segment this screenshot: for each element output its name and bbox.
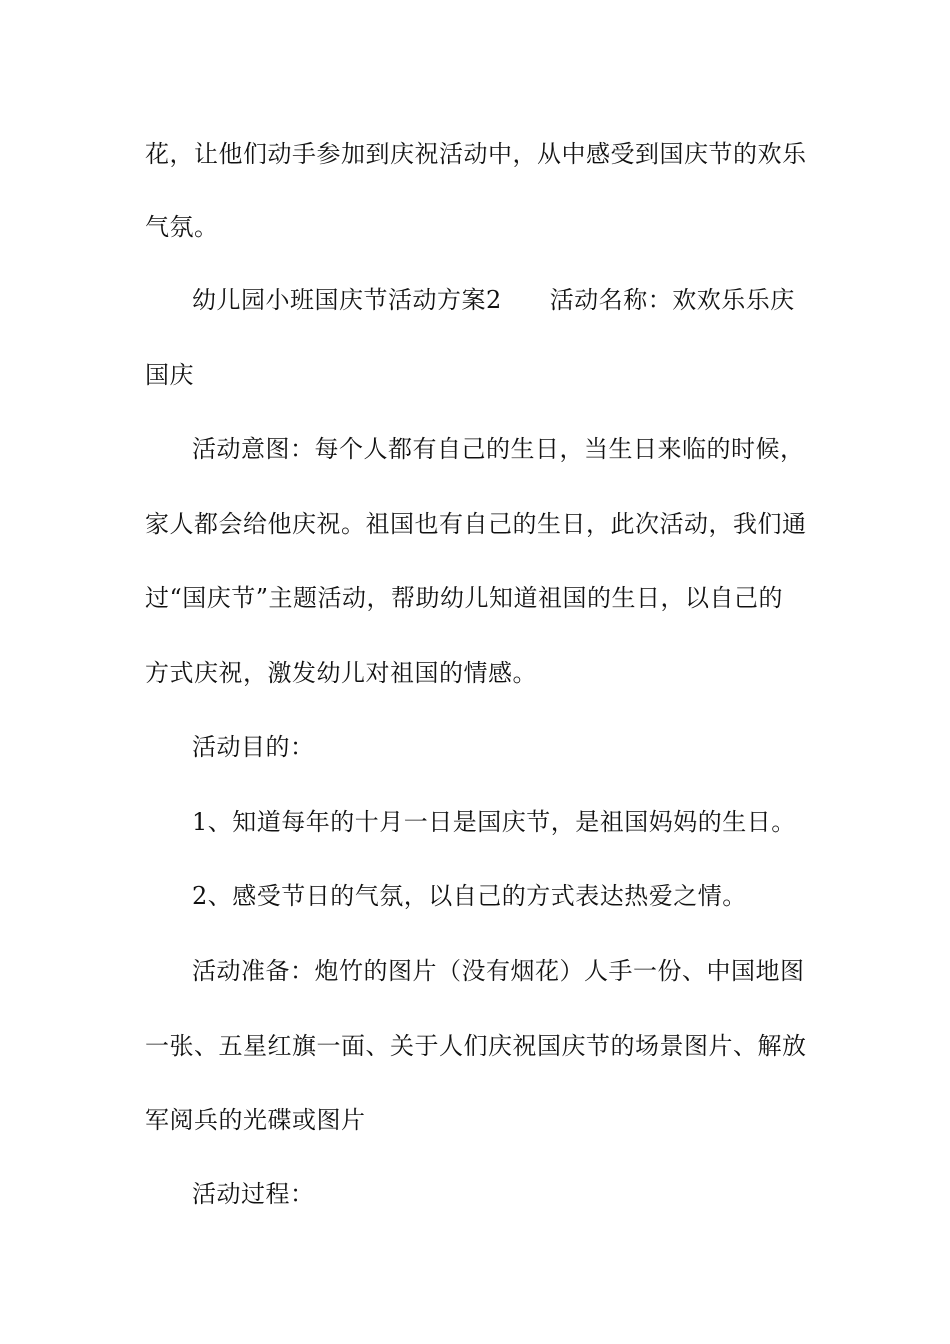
list-item: 1、知道每年的十月一日是国庆节，是祖国妈妈的生日。 <box>192 808 796 836</box>
paragraph-line: 国庆 <box>145 361 194 389</box>
section-label: 活动过程： <box>192 1180 315 1208</box>
section-heading <box>192 285 857 315</box>
heading-title: 幼儿园小班国庆节活动方案2 <box>192 286 502 314</box>
paragraph-line: 活动意图：每个人都有自己的生日，当生日来临的时候， <box>192 435 805 463</box>
list-item: 2、感受节日的气氛，以自己的方式表达热爱之情。 <box>192 882 747 910</box>
paragraph-line: 花，让他们动手参加到庆祝活动中，从中感受到国庆节的欢乐 <box>145 140 807 168</box>
paragraph-line: 活动准备：炮竹的图片（没有烟花）人手一份、中国地图 <box>192 957 805 985</box>
paragraph-line: 方式庆祝，激发幼儿对祖国的情感。 <box>145 659 537 687</box>
heading-subtitle: 活动名称：欢欢乐乐庆 <box>549 286 795 314</box>
paragraph-line: 过“国庆节”主题活动，帮助幼儿知道祖国的生日，以自己的 <box>145 584 784 612</box>
section-label: 活动目的： <box>192 733 315 761</box>
paragraph-line: 一张、五星红旗一面、关于人们庆祝国庆节的场景图片、解放 <box>145 1032 807 1060</box>
paragraph-line: 家人都会给他庆祝。祖国也有自己的生日，此次活动，我们通 <box>145 510 807 538</box>
paragraph-line: 军阅兵的光碟或图片 <box>145 1106 366 1134</box>
paragraph-line: 气氛。 <box>145 213 219 241</box>
